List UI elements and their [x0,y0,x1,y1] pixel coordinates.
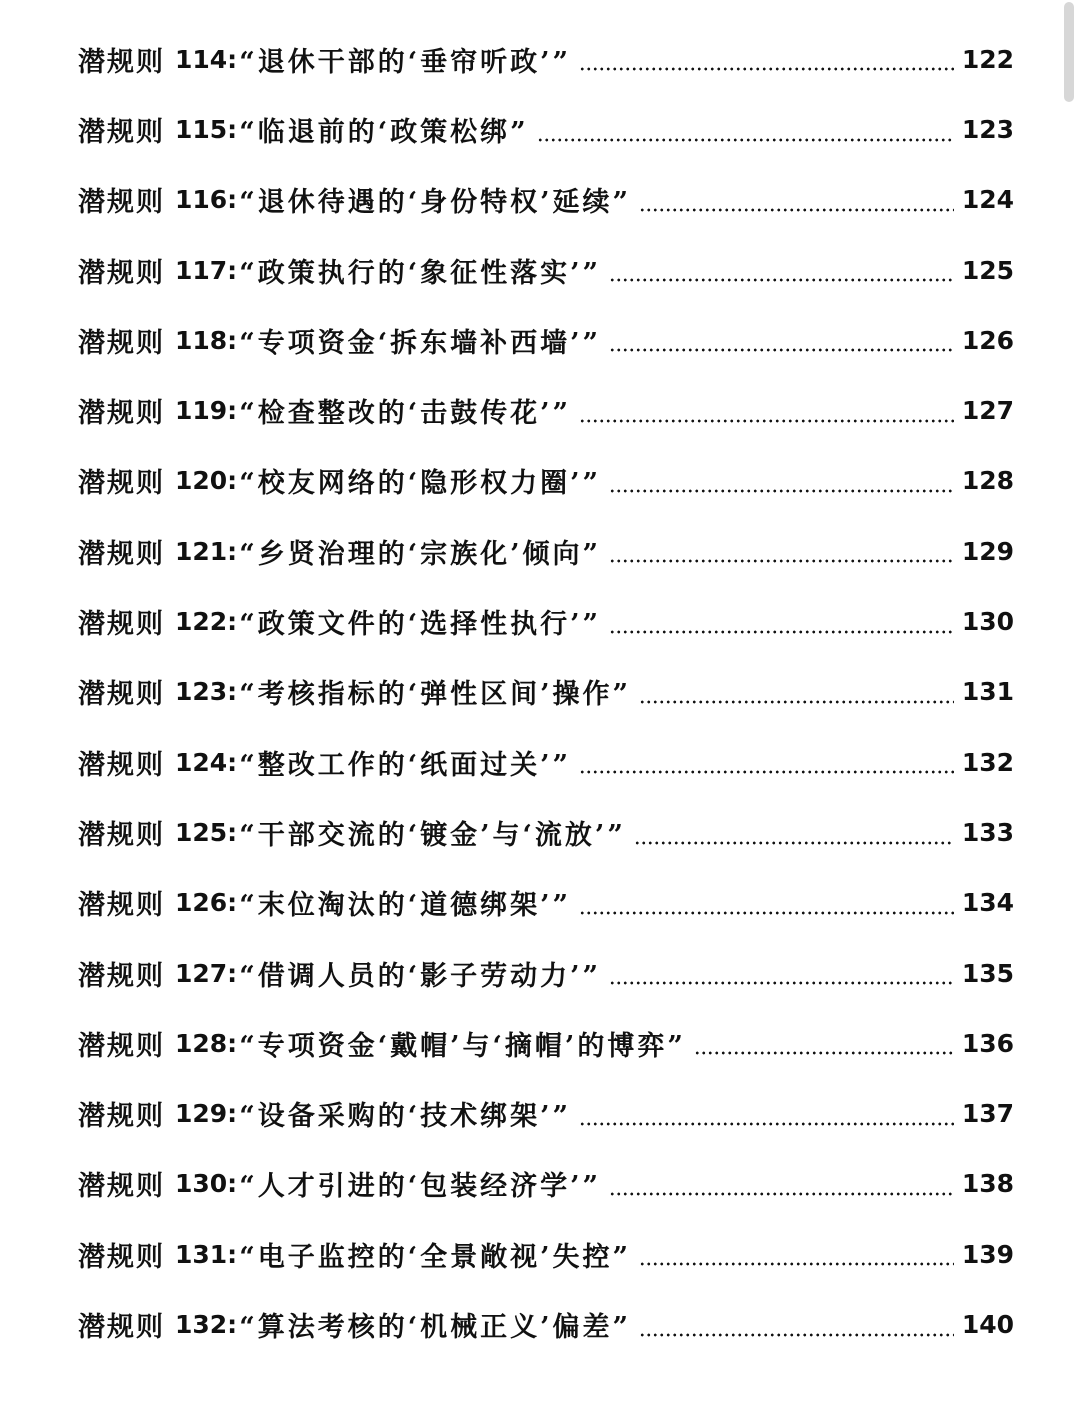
toc-entry-130[interactable] [78,1149,1014,1219]
page-number: 140 [961,1309,1014,1339]
entry-number: 130: [175,1169,238,1199]
dot-leader [609,347,954,353]
entry-number: 119: [175,396,238,426]
entry-number: 122: [175,607,238,637]
entry-number: 116: [175,185,238,215]
dot-leader [579,1121,954,1127]
entry-title: “检查整改的‘击鼓传花’” [239,398,572,430]
entry-prefix: 潜规则 [78,819,165,851]
page-number: 138 [961,1169,1014,1199]
dot-leader [634,840,954,846]
page-number: 132 [961,747,1014,777]
entry-prefix: 潜规则 [78,257,165,289]
entry-title: “政策文件的‘选择性执行’” [239,609,602,641]
dot-leader [639,1261,954,1267]
dot-leader [639,207,954,213]
dot-leader [609,629,954,635]
dot-leader [609,980,954,986]
toc-entry-115[interactable] [78,94,1014,164]
dot-leader [579,418,954,424]
page-number: 137 [961,1099,1014,1129]
entry-number: 121: [175,536,238,566]
toc-entry-126[interactable] [78,868,1014,938]
page-number: 130 [961,607,1014,637]
entry-prefix: 潜规则 [78,327,165,359]
page-number: 124 [961,185,1014,215]
entry-title: “设备采购的‘技术绑架’” [239,1101,572,1133]
toc-entry-119[interactable] [78,375,1014,445]
dot-leader [694,1050,954,1056]
page-number: 126 [961,325,1014,355]
toc-entry-132[interactable] [78,1289,1014,1359]
entry-prefix: 潜规则 [78,679,165,711]
toc-entry-114[interactable] [78,24,1014,94]
toc-entry-128[interactable] [78,1008,1014,1078]
entry-prefix: 潜规则 [78,187,165,219]
page-number: 123 [961,114,1014,144]
dot-leader [639,699,954,705]
entry-number: 132: [175,1309,238,1339]
dot-leader [609,558,954,564]
entry-prefix: 潜规则 [78,609,165,641]
entry-title: “算法考核的‘机械正义’偏差” [239,1311,632,1343]
toc-entry-129[interactable] [78,1078,1014,1148]
page-number: 131 [961,677,1014,707]
entry-number: 123: [175,677,238,707]
dot-leader [609,488,954,494]
entry-prefix: 潜规则 [78,1241,165,1273]
entry-title: “退休待遇的‘身份特权’延续” [239,187,632,219]
entry-prefix: 潜规则 [78,1030,165,1062]
entry-prefix: 潜规则 [78,538,165,570]
page-number: 133 [961,817,1014,847]
toc-entry-121[interactable] [78,516,1014,586]
page-number: 129 [961,536,1014,566]
page-number: 136 [961,1028,1014,1058]
dot-leader [609,277,954,283]
entry-title: “干部交流的‘镀金’与‘流放’” [239,819,626,851]
toc-entry-120[interactable] [78,446,1014,516]
entry-prefix: 潜规则 [78,1311,165,1343]
toc-entry-116[interactable] [78,165,1014,235]
dot-leader [579,769,954,775]
page-number: 127 [961,396,1014,426]
entry-title: “专项资金‘戴帽’与‘摘帽’的博弈” [239,1030,686,1062]
entry-title: “整改工作的‘纸面过关’” [239,749,572,781]
entry-number: 118: [175,325,238,355]
entry-prefix: 潜规则 [78,468,165,500]
dot-leader [537,137,954,143]
entry-number: 127: [175,958,238,988]
entry-title: “人才引进的‘包装经济学’” [239,1171,602,1203]
entry-prefix: 潜规则 [78,749,165,781]
page-number: 128 [961,466,1014,496]
entry-title: “借调人员的‘影子劳动力’” [239,960,602,992]
entry-number: 131: [175,1239,238,1269]
entry-title: “退休干部的‘垂帘听政’” [239,46,572,78]
page-number: 135 [961,958,1014,988]
toc-entry-127[interactable] [78,938,1014,1008]
entry-number: 120: [175,466,238,496]
entry-number: 129: [175,1099,238,1129]
entry-number: 117: [175,255,238,285]
entry-number: 125: [175,817,238,847]
toc-entry-123[interactable] [78,657,1014,727]
toc-entry-118[interactable] [78,305,1014,375]
toc-entry-117[interactable] [78,235,1014,305]
entry-title: “乡贤治理的‘宗族化’倾向” [239,538,602,570]
entry-number: 128: [175,1028,238,1058]
page-number: 122 [961,44,1014,74]
entry-title: “临退前的‘政策松绑” [239,116,529,148]
page-number: 125 [961,255,1014,285]
entry-number: 115: [175,114,238,144]
entry-number: 126: [175,888,238,918]
entry-title: “电子监控的‘全景敞视’失控” [239,1241,632,1273]
table-of-contents [78,24,1014,1360]
dot-leader [609,1191,954,1197]
dot-leader [639,1332,954,1338]
entry-title: “校友网络的‘隐形权力圈’” [239,468,602,500]
scrollbar[interactable] [1064,2,1074,102]
entry-prefix: 潜规则 [78,1171,165,1203]
entry-title: “政策执行的‘象征性落实’” [239,257,602,289]
entry-prefix: 潜规则 [78,890,165,922]
entry-title: “末位淘汰的‘道德绑架’” [239,890,572,922]
entry-title: “考核指标的‘弹性区间’操作” [239,679,632,711]
entry-prefix: 潜规则 [78,398,165,430]
entry-prefix: 潜规则 [78,46,165,78]
dot-leader [579,910,954,916]
dot-leader [579,66,954,72]
entry-prefix: 潜规则 [78,116,165,148]
entry-prefix: 潜规则 [78,960,165,992]
page-number: 139 [961,1239,1014,1269]
toc-entry-131[interactable] [78,1219,1014,1289]
entry-number: 124: [175,747,238,777]
toc-entry-122[interactable] [78,586,1014,656]
page-number: 134 [961,888,1014,918]
entry-title: “专项资金‘拆东墙补西墙’” [239,327,602,359]
toc-entry-125[interactable] [78,797,1014,867]
entry-prefix: 潜规则 [78,1101,165,1133]
entry-number: 114: [175,44,238,74]
toc-entry-124[interactable] [78,727,1014,797]
